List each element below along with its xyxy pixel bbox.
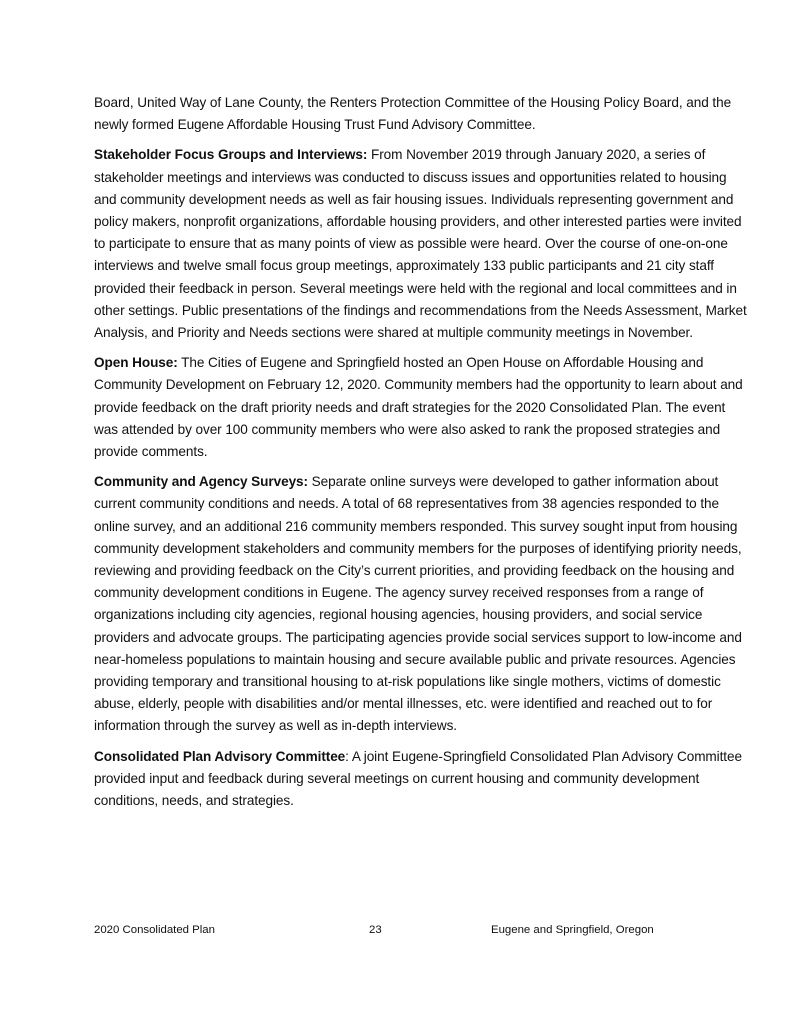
- advisory-committee-body: : A joint Eugene-Springfield Consolidated Plan Advisory Committee provided input and feedback during several meetings on current housing and community development conditions, needs, and strategies.: [94, 748, 742, 809]
- surveys-heading: Community and Agency Surveys:: [94, 474, 308, 490]
- stakeholder-body: From November 2019 through January 2020, a series of stakeholder meetings and interviews was conducted to discuss issues and opportunities related to housing and community development needs as well as fair housing issues. Individuals representing government and policy makers, nonprofit organizations, affordable housing providers, and other interested parties were invited to participate to ensure that as many points of view as possible were heard. Over the course of one-on-one interviews and twelve small focus group meetings, approximately 133 public participants and 21 city staff provided their feedback in person. Several meetings were held with the regional and local committees and in other settings. Public presentations of the findings and recommendations from the Needs Assessment, Market Analysis, and Priority and Needs sections were shared at multiple community meetings in November.: [94, 147, 747, 341]
- open-house-paragraph: [94, 352, 749, 463]
- advisory-committee-paragraph: [94, 746, 749, 813]
- page-footer: [94, 920, 754, 940]
- stakeholder-paragraph: [94, 144, 749, 344]
- surveys-paragraph: [94, 471, 749, 737]
- open-house-body: The Cities of Eugene and Springfield hosted an Open House on Affordable Housing and Community Development on February 12, 2020. Community members had the opportunity to learn about and provide feedback on the draft priority needs and draft strategies for the 2020 Consolidated Plan. The event was attended by over 100 community members who were also asked to rank the proposed strategies and provide comments.: [94, 355, 743, 460]
- open-house-heading: Open House:: [94, 355, 178, 371]
- document-body: [94, 92, 749, 820]
- footer-jurisdiction: Eugene and Springfield, Oregon: [491, 924, 654, 936]
- stakeholder-heading: Stakeholder Focus Groups and Interviews:: [94, 147, 368, 163]
- intro-paragraph: Board, United Way of Lane County, the Renters Protection Committee of the Housing Policy Board, and the newly formed Eugene Affordable Housing Trust Fund Advisory Committee.: [94, 95, 732, 133]
- surveys-body: Separate online surveys were developed to gather information about current community conditions and needs. A total of 68 representatives from 38 agencies responded to the online survey, and an additional 216 community members responded. This survey sought input from housing community development stakeholders and community members for the purposes of identifying priority needs, reviewing and providing feedback on the City’s current priorities, and providing feedback on the housing and community development conditions in Eugene. The agency survey received responses from a range of organizations including city agencies, regional housing agencies, housing providers, and social service providers and advocate groups. The participating agencies provide social services support to low-income and near-homeless populations to maintain housing and secure available public and private resources. Agencies providing temporary and transitional housing to at-risk populations like single mothers, victims of domestic abuse, elderly, people with disabilities and/or mental illnesses, etc. were identified and reached out to for information through the survey as well as in-depth interviews.: [94, 474, 742, 734]
- footer-document-title: 2020 Consolidated Plan: [94, 924, 215, 936]
- footer-page-number: 23: [369, 924, 382, 936]
- advisory-committee-heading: Consolidated Plan Advisory Committee: [94, 748, 346, 764]
